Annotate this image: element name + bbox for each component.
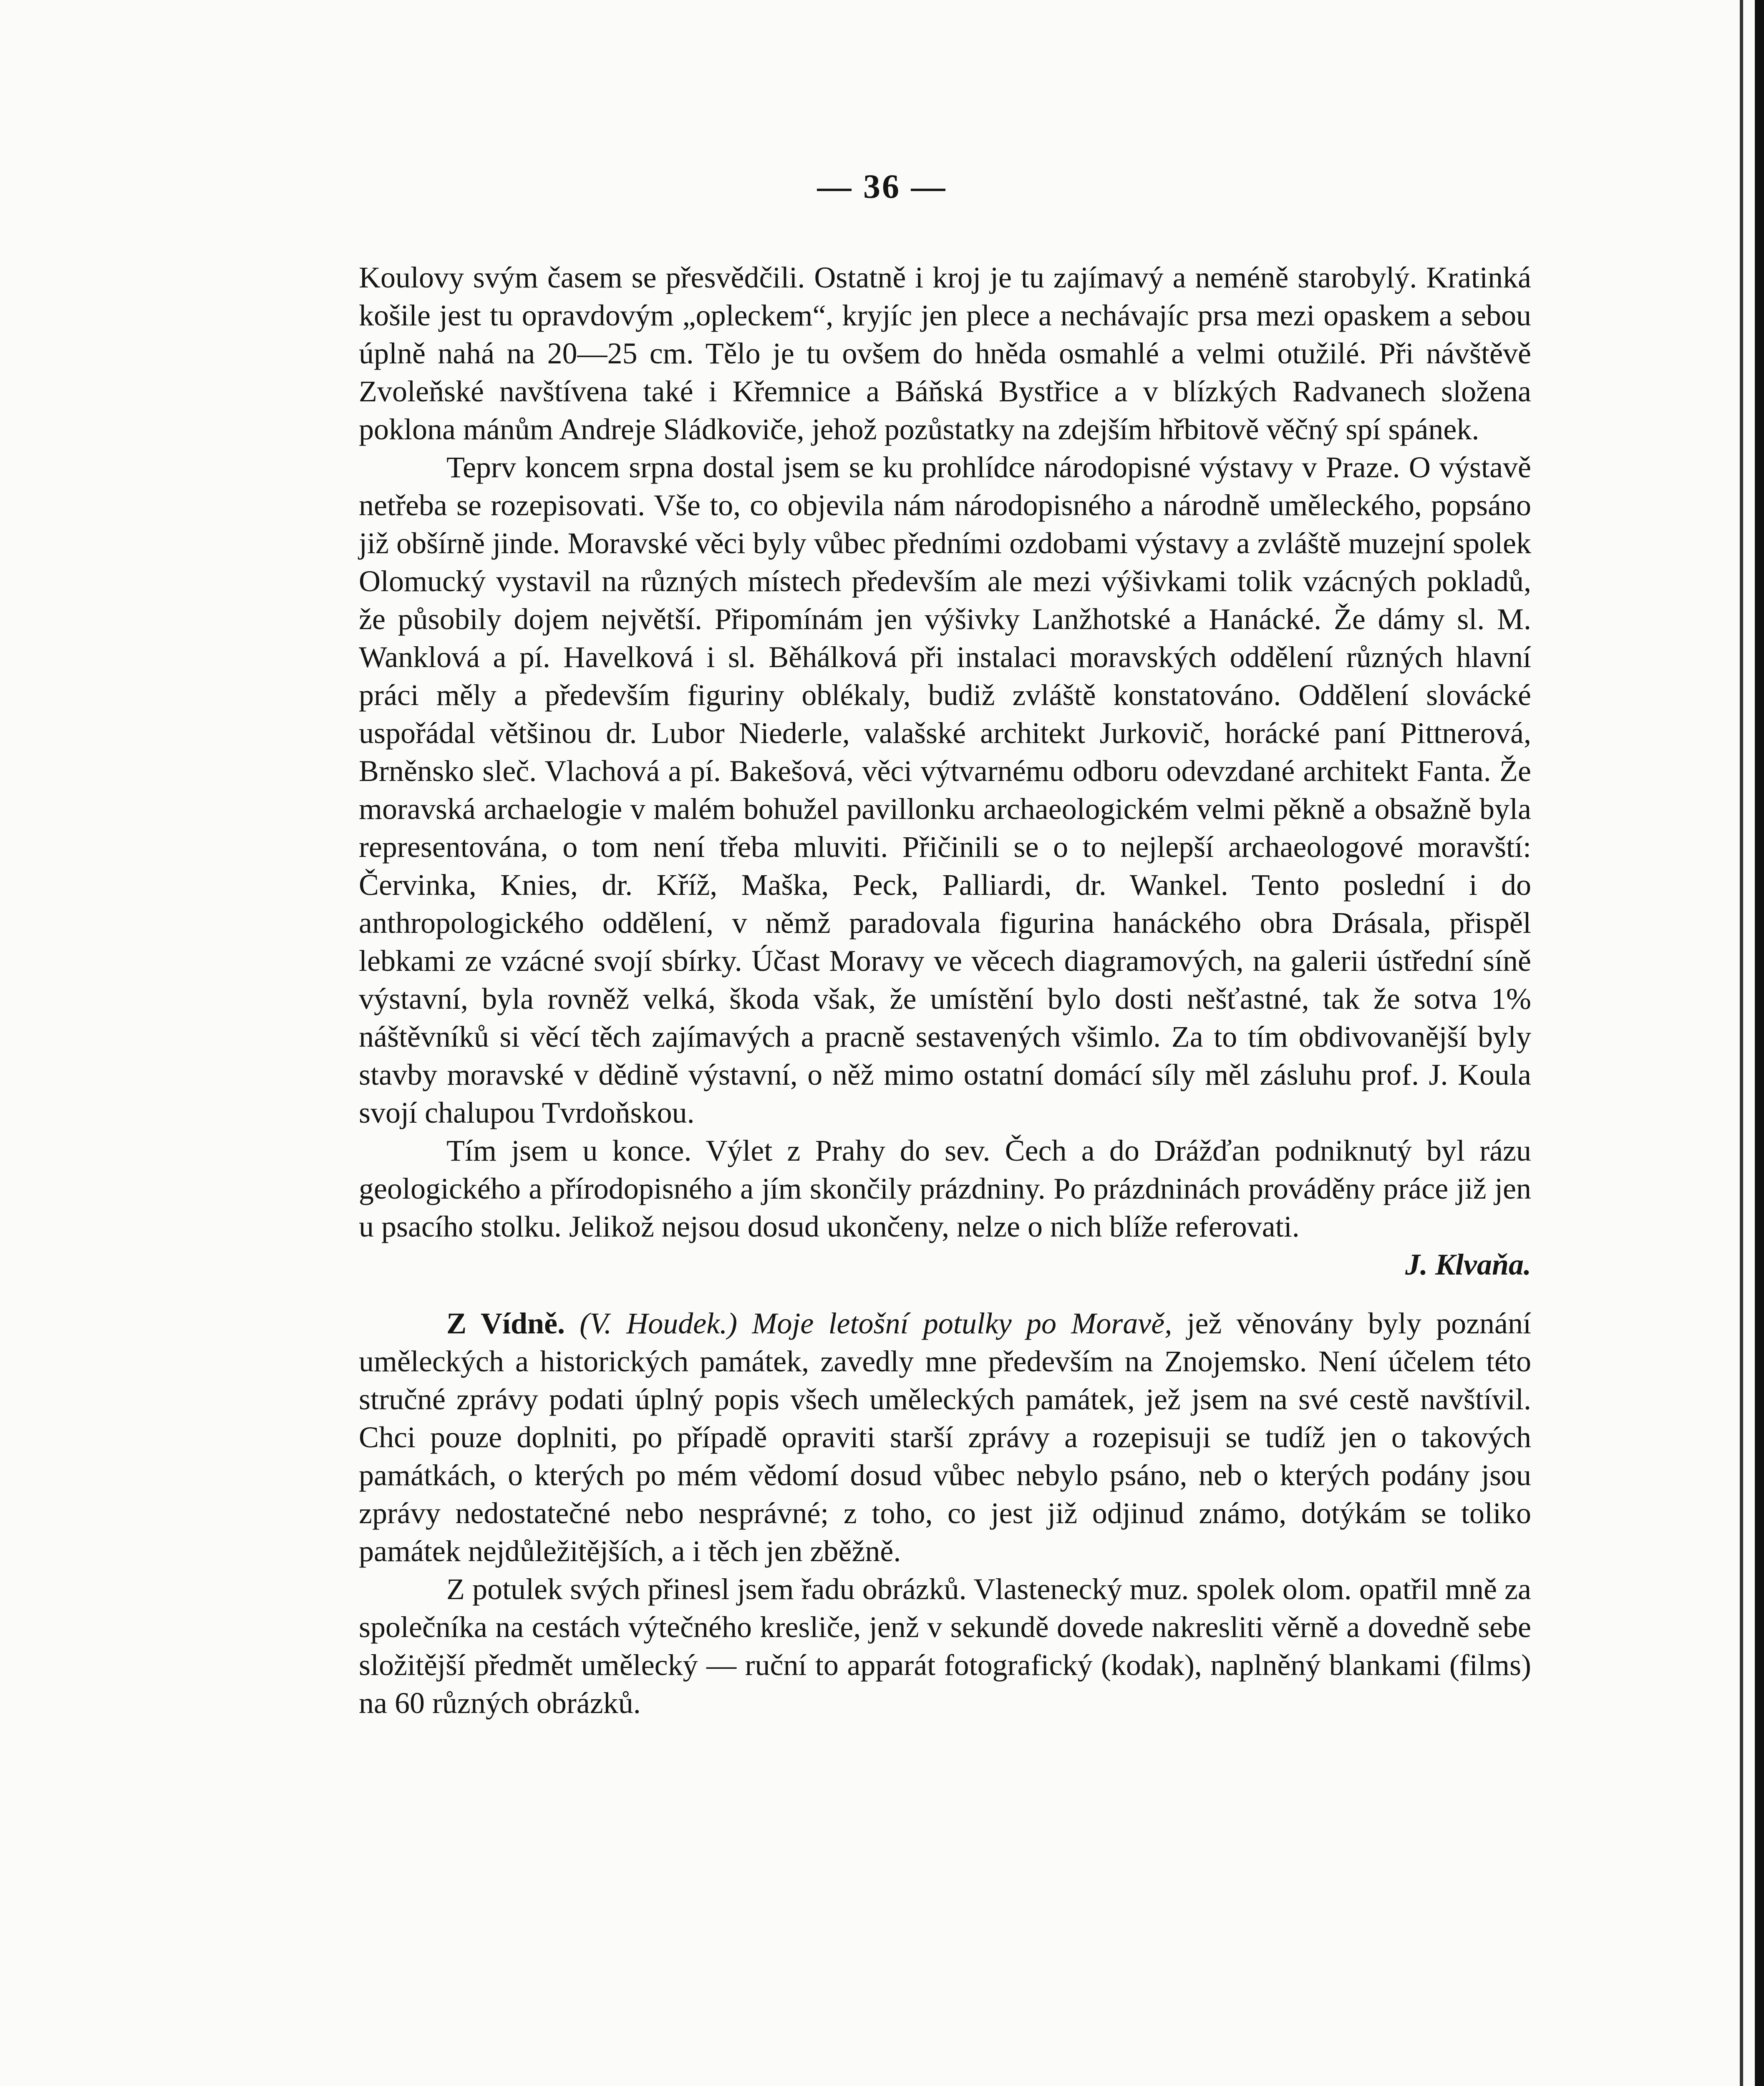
- scan-edge-shadow: [1740, 0, 1743, 2086]
- paragraph-4: [359, 1305, 1531, 1570]
- body-text: [359, 259, 1531, 1722]
- author-note: (V. Houdek.): [580, 1307, 738, 1340]
- section-heading: Z Vídně.: [446, 1307, 565, 1340]
- section-gap: [359, 1284, 1531, 1305]
- paragraph-1: Koulovy svým časem se přesvědčili. Ostatně i kroj je tu zajímavý a neméně starobylý. Kratinká košile jest tu opravdovým „opleckem“, kryjíc jen plece a nechávajíc prsa mezi opaskem a sebou úplně nahá na 20—25 cm. Tělo je tu ovšem do hněda osmahlé a velmi otužilé. Při návštěvě Zvoleňské navštívena také i Křemnice a Báňská Bystřice a v blízkých Radvanech složena poklona mánům Andreje Sládkoviče, jehož pozůstatky na zdejším hřbitově věčný spí spánek.: [359, 261, 1531, 446]
- paragraph-4-body: jež věnovány byly poznání uměleckých a historických památek, zavedly mne především na Znojemsko. Není účelem této stručné zprávy podati úplný popis všech uměleckých památek, jež jsem na své cestě navštívil. Chci pouze doplniti, po případě opraviti starší zprávy a rozepisuji se tudíž jen o takových památkách, o kterých po mém vědomí dosud vůbec nebylo psáno, neb o kterých podány jsou zprávy nedostatečné nebo nesprávné; z toho, co jest již odjinud známo, dotýkám se toliko památek nejdůležitějších, a i těch jen zběžně.: [359, 1307, 1532, 1568]
- signature: J. Klvaňa.: [1405, 1248, 1531, 1281]
- paragraph-5: Z potulek svých přinesl jsem řadu obrázků. Vlastenecký muz. spolek olom. opatřil mně za společníka na cestách výtečného kresliče, jenž v sekundě dovede nakresliti věrně a dovedně sebe složitější předmět umělecký — ruční to apparát fotografický (kodak), naplněný blankami (films) na 60 různých obrázků.: [359, 1572, 1531, 1720]
- paragraph-2: Teprv koncem srpna dostal jsem se ku prohlídce národopisné výstavy v Praze. O výstavě netřeba se rozepisovati. Vše to, co objevila nám národopisného a národně uměleckého, popsáno již obšírně jinde. Moravské věci byly vůbec předními ozdobami výstavy a zvláště muzejní spolek Olomucký vystavil na různých místech především ale mezi výšivkami tolik vzácných pokladů, že působily dojem největší. Připomínám jen výšivky Lanžhotské a Hanácké. Že dámy sl. M. Wanklová a pí. Havelková i sl. Běhálková při instalaci moravských oddělení různých hlavní práci měly a především figuriny oblékaly, budiž zvláště konstatováno. Oddělení slovácké uspořádal většinou dr. Lubor Niederle, valašské architekt Jurkovič, horácké paní Pittnerová, Brněnsko sleč. Vlachová a pí. Bakešová, věci výtvarnému odboru odevzdané architekt Fanta. Že moravská archaelogie v malém bohužel pavillonku archaeologickém velmi pěkně a obsažně byla representována, o tom není třeba mluviti. Přičinili se o to nejlepší archaeologové moravští: Červinka, Knies, dr. Kříž, Maška, Peck, Palliardi, dr. Wankel. Tento poslední i do anthropologického oddělení, v němž paradovala figurina hanáckého obra Drásala, přispěl lebkami ze vzácné svojí sbírky. Účast Moravy ve věcech diagramových, na galerii ústřední síně výstavní, byla rovněž velká, škoda však, že umístění bylo dosti nešťastné, tak že sotva 1% náštěvníků si věcí těch zajímavých a pracně sestavených všimlo. Za to tím obdivovanější byly stavby moravské v dědině výstavní, o něž mimo ostatní domácí síly měl zásluhu prof. J. Koula svojí chalupou Tvrdoňskou.: [359, 451, 1531, 1129]
- paragraph-3: Tím jsem u konce. Výlet z Prahy do sev. Čech a do Drážďan podniknutý byl rázu geologického a přírodopisného a jím skončily prázdniny. Po prázdninách prováděny práce již jen u psacího stolku. Jelikož nejsou dosud ukončeny, nelze o nich blíže referovati.: [359, 1134, 1531, 1243]
- article-title: Moje letošní potulky po Moravě,: [752, 1307, 1172, 1340]
- page-number: — 36 —: [817, 167, 947, 205]
- scan-edge-border: [1755, 0, 1764, 2086]
